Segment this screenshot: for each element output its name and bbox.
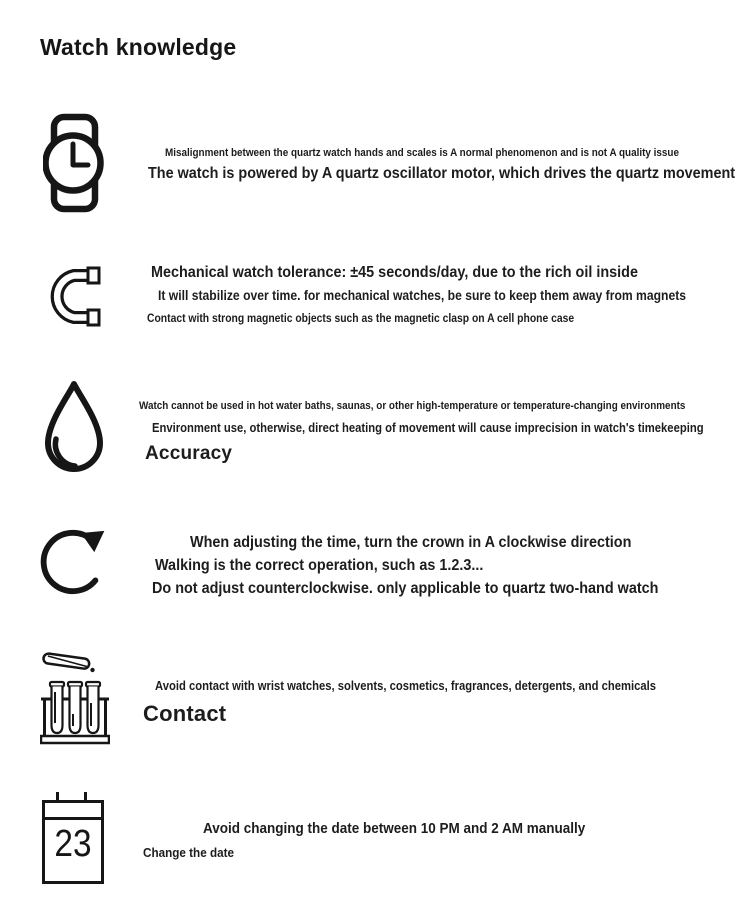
crown-clockwise-line: When adjusting the time, turn the crown in A clockwise direction (190, 534, 632, 551)
magnet-stabilize-line: It will stabilize over time. for mechanical watches, be sure to keep them away from magnets (158, 288, 687, 303)
test-tubes-icon (40, 646, 110, 746)
magnet-icon (46, 266, 106, 328)
calendar-header (45, 803, 101, 820)
accuracy-environment-line: Environment use, otherwise, direct heating of movement will cause imprecision in watch's timekeeping (152, 421, 704, 435)
crown-walking-line: Walking is the correct operation, such as 1.2.3... (155, 557, 484, 574)
quartz-note-line: Misalignment between the quartz watch hands and scales is A normal phenomenon and is not A quality issue (165, 147, 679, 159)
magnet-contact-line: Contact with strong magnetic objects such as the magnetic clasp on A cell phone case (147, 313, 575, 325)
magnet-tolerance-line: Mechanical watch tolerance: ±45 seconds/day, due to the rich oil inside (151, 264, 638, 281)
clockwise-arrow-icon (39, 522, 109, 600)
contact-avoid-line: Avoid contact with wrist watches, solvents, cosmetics, fragrances, detergents, and chemicals (155, 679, 657, 693)
calendar-icon (42, 792, 104, 884)
water-drop-icon (42, 380, 106, 478)
date-change-line: Change the date (143, 845, 235, 860)
calendar-day: 23 (54, 823, 92, 865)
accuracy-bath-line: Watch cannot be used in hot water baths, saunas, or other high-temperature or temperature-changing environments (139, 400, 686, 412)
contact-heading: Contact (143, 701, 227, 726)
crown-counterclockwise-line: Do not adjust counterclockwise. only applicable to quartz two-hand watch (152, 580, 659, 597)
page-title: Watch knowledge (40, 34, 237, 60)
date-avoid-line: Avoid changing the date between 10 PM and 2 AM manually (203, 820, 586, 837)
quartz-main-line: The watch is powered by A quartz oscillator motor, which drives the quartz movement (148, 165, 736, 182)
wristwatch-icon (43, 113, 105, 213)
accuracy-heading: Accuracy (145, 443, 233, 464)
calendar-body (42, 800, 104, 884)
